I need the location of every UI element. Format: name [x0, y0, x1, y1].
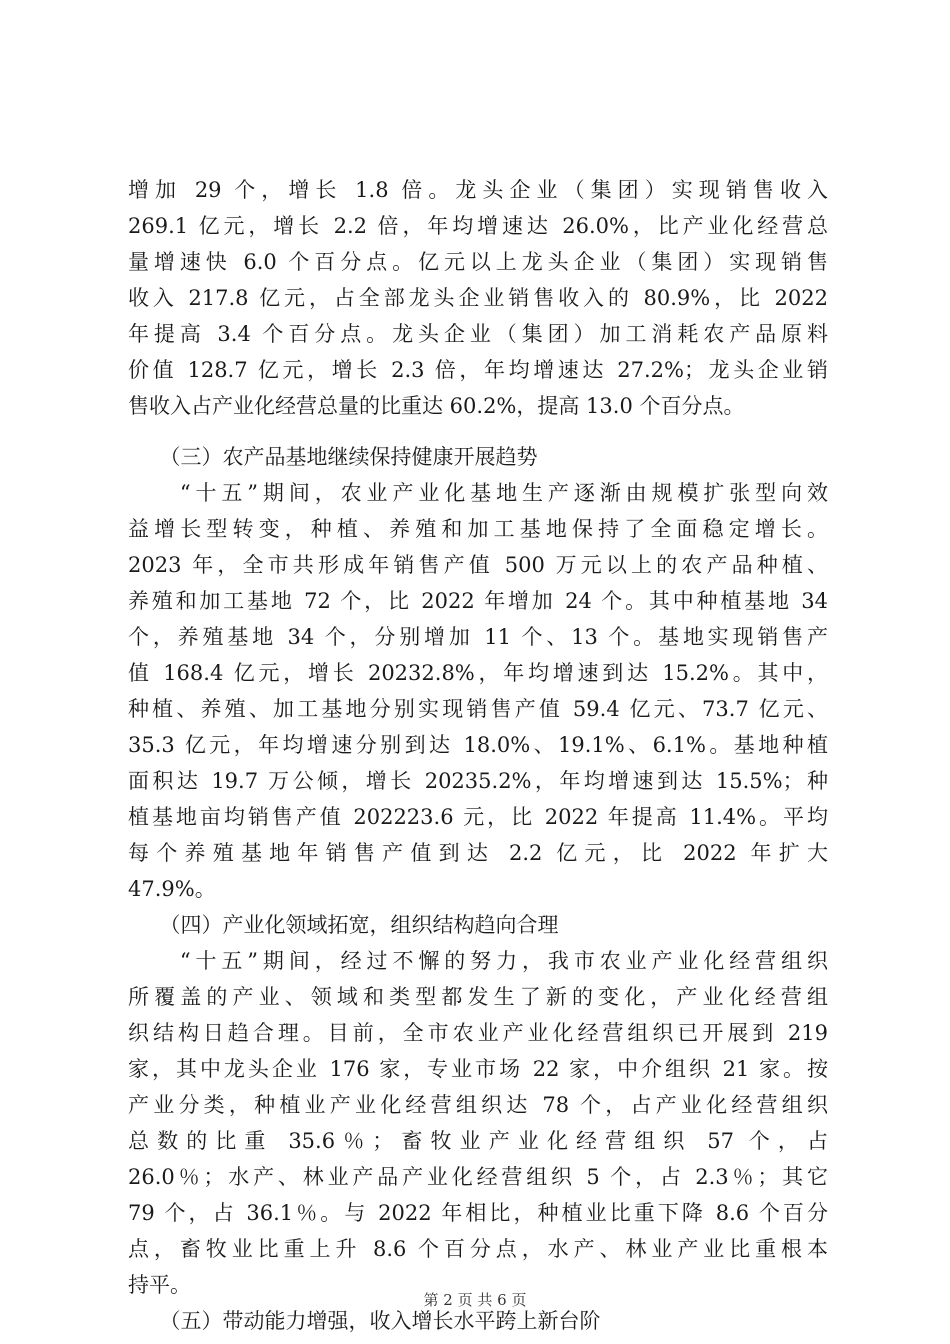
text-line: 产业分类，种植业产业化经营组织达 78 个，占产业化经营组织	[128, 1093, 828, 1117]
text-line: 面积达 19.7 万公倾，增长 20235.2%，年均增速到达 15.5%；种	[128, 769, 828, 793]
text-line: 每个养殖基地年销售产值到达 2.2 亿元，比 2022 年扩大	[128, 841, 828, 865]
text-line: 79 个，占 36.1％。与 2022 年相比，种植业比重下降 8.6 个百分	[128, 1201, 828, 1225]
text-line: 植基地亩均销售产值 202223.6 元，比 2022 年提高 11.4%。平均	[128, 805, 828, 829]
text-line: 个，养殖基地 34 个，分别增加 11 个、13 个。基地实现销售产	[128, 625, 828, 649]
text-line: 总数的比重 35.6％；畜牧业产业化经营组织 57 个，占	[128, 1129, 828, 1153]
text-line: 价值 128.7 亿元，增长 2.3 倍，年均增速达 27.2%；龙头企业销	[128, 358, 828, 382]
text-line: “十五”期间，经过不懈的努力，我市农业产业化经营组织	[128, 949, 828, 973]
text-line: 持平。	[128, 1273, 191, 1297]
text-line: 织结构日趋合理。目前，全市农业产业化经营组织已开展到 219	[128, 1021, 828, 1045]
text-line: 益增长型转变，种植、养殖和加工基地保持了全面稳定增长。	[128, 517, 828, 541]
section-heading: （三）农产品基地继续保持健康开展趋势	[128, 445, 538, 469]
text-line: 增加 29 个，增长 1.8 倍。龙头企业（集团）实现销售收入	[128, 178, 828, 202]
text-line: 养殖和加工基地 72 个，比 2022 年增加 24 个。其中种植基地 34	[128, 589, 828, 613]
text-line: 值 168.4 亿元，增长 20232.8%，年均增速到达 15.2%。其中，	[128, 661, 828, 685]
text-line: 2023 年，全市共形成年销售产值 500 万元以上的农产品种植、	[128, 553, 828, 577]
text-line: 35.3 亿元，年均增速分别到达 18.0%、19.1%、6.1%。基地种植	[128, 733, 828, 757]
text-line: 售收入占产业化经营总量的比重达 60.2%，提高 13.0 个百分点。	[128, 394, 745, 418]
text-line: 收入 217.8 亿元，占全部龙头企业销售收入的 80.9%，比 2022	[128, 286, 828, 310]
text-line: 年提高 3.4 个百分点。龙头企业（集团）加工消耗农产品原料	[128, 322, 828, 346]
section-heading: （五）带动能力增强，收入增长水平跨上新台阶	[128, 1309, 601, 1333]
text-line: “十五”期间，农业产业化基地生产逐渐由规模扩张型向效	[128, 481, 828, 505]
section-heading: （四）产业化领域拓宽，组织结构趋向合理	[128, 913, 559, 937]
text-line: 所覆盖的产业、领域和类型都发生了新的变化，产业化经营组	[128, 985, 828, 1009]
text-line: 种植、养殖、加工基地分别实现销售产值 59.4 亿元、73.7 亿元、	[128, 697, 828, 721]
text-line: 26.0％；水产、林业产品产业化经营组织 5 个，占 2.3％；其它	[128, 1165, 828, 1189]
text-line: 量增速快 6.0 个百分点。亿元以上龙头企业（集团）实现销售	[128, 250, 828, 274]
page-number-footer: 第 2 页 共 6 页	[423, 1291, 527, 1309]
text-line: 点，畜牧业比重上升 8.6 个百分点，水产、林业产业比重根本	[128, 1237, 828, 1261]
text-line: 269.1 亿元，增长 2.2 倍，年均增速达 26.0%，比产业化经营总	[128, 214, 828, 238]
text-line: 家，其中龙头企业 176 家，专业市场 22 家，中介组织 21 家。按	[128, 1057, 828, 1081]
text-line: 47.9%。	[128, 877, 216, 901]
